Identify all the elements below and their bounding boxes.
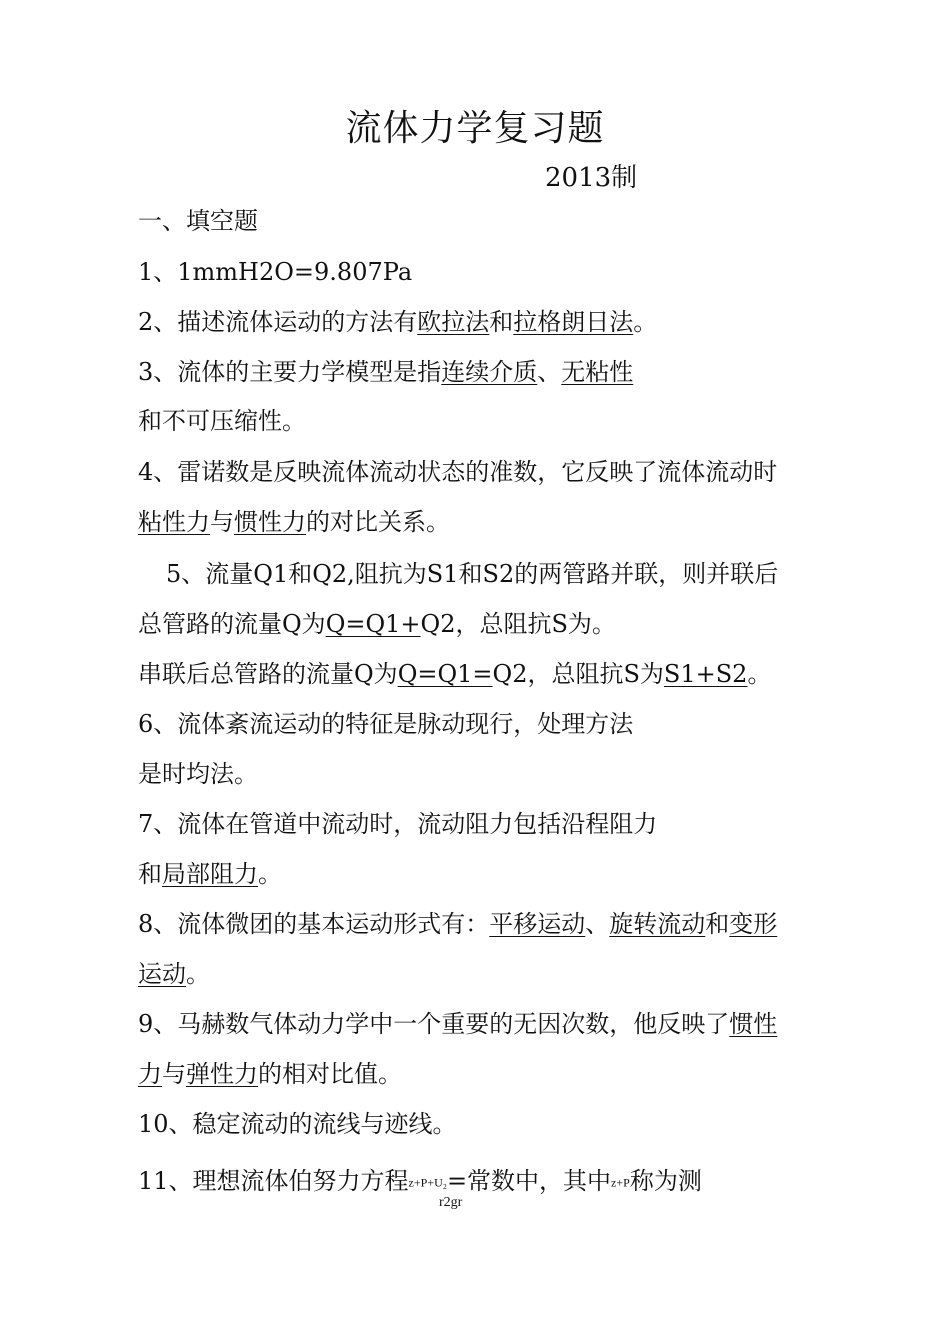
answer-blank: 拉格朗日法 <box>513 308 634 336</box>
question-text: 2、描述流体运动的方法有 <box>138 308 418 336</box>
answer-blank: 粘性力 <box>138 508 210 536</box>
formula-fragment: z+P <box>611 1175 630 1190</box>
question-8 <box>138 908 777 940</box>
question-text: 与 <box>210 508 234 536</box>
question-text: 称为测 <box>629 1167 702 1195</box>
answer-blank: 局部阻力 <box>162 860 258 888</box>
question-text: 。 <box>747 660 772 688</box>
answer-blank: 惯性力 <box>234 508 306 536</box>
question-7-continued <box>138 858 282 890</box>
question-text: 11、理想流体伯努力方程 <box>138 1167 409 1195</box>
document-title: 流体力学复习题 <box>345 108 605 149</box>
question-5-parallel <box>138 608 616 640</box>
question-1: 1、1mmH2O=9.807Pa <box>138 258 413 286</box>
question-6: 6、流体紊流运动的特征是脉动现行，处理方法 <box>138 710 634 738</box>
answer-blank: 惯性 <box>729 1010 778 1038</box>
question-9-continued <box>138 1058 402 1090</box>
question-text: 串联后总管路的流量Q为 <box>138 660 398 688</box>
question-text: 的相对比值。 <box>258 1060 402 1088</box>
question-text: 8、流体微团的基本运动形式有： <box>138 910 490 938</box>
answer-blank: S1+S2 <box>663 660 748 688</box>
question-text: =常数中，其中 <box>446 1167 612 1195</box>
answer-blank: 旋转流动 <box>609 910 706 938</box>
question-3 <box>138 356 633 388</box>
question-text: 和 <box>489 308 514 336</box>
question-text: Q2，总阻抗S为。 <box>420 610 616 638</box>
question-text: 9、马赫数气体动力学中一个重要的无因次数，他反映了 <box>138 1010 730 1038</box>
question-text: 。 <box>186 960 210 988</box>
question-5: 5、流量Q1和Q2,阻抗为S1和S2的两管路并联，则并联后 <box>166 560 779 588</box>
question-text: 和 <box>705 910 730 938</box>
answer-blank: Q=Q1= <box>397 660 493 688</box>
question-text: 、 <box>537 358 562 386</box>
answer-blank: Q=Q1+ <box>325 610 421 638</box>
answer-blank: 无粘性 <box>561 358 634 386</box>
question-text: 与 <box>162 1060 186 1088</box>
edition-label: 2013制 <box>545 163 638 193</box>
question-9 <box>138 1008 777 1040</box>
question-text: 。 <box>258 860 282 888</box>
question-text: 、 <box>585 910 610 938</box>
question-text: 。 <box>633 308 658 336</box>
question-4-continued <box>138 506 450 538</box>
question-6-continued: 是时均法。 <box>138 760 258 788</box>
question-text: 的对比关系。 <box>306 508 450 536</box>
answer-blank: 平移运动 <box>489 910 586 938</box>
question-text: 3、流体的主要力学模型是指 <box>138 358 442 386</box>
question-text: Q2，总阻抗S为 <box>492 660 664 688</box>
answer-blank: 运动 <box>138 960 186 988</box>
question-4: 4、雷诺数是反映流体流动状态的准数，它反映了流体流动时 <box>138 458 778 486</box>
answer-blank: 弹性力 <box>186 1060 258 1088</box>
formula-fragment: z+P+U₂ <box>408 1175 447 1190</box>
section-heading: 一、填空题 <box>138 207 258 235</box>
question-text: 和 <box>138 860 162 888</box>
answer-blank: 连续介质 <box>441 358 538 386</box>
question-10: 10、稳定流动的流线与迹线。 <box>138 1110 457 1138</box>
question-text: 总管路的流量Q为 <box>138 610 326 638</box>
question-7: 7、流体在管道中流动时，流动阻力包括沿程阻力 <box>138 810 658 838</box>
answer-blank: 变形 <box>729 910 778 938</box>
question-8-continued <box>138 958 210 990</box>
answer-blank: 力 <box>138 1060 162 1088</box>
answer-blank: 欧拉法 <box>417 308 490 336</box>
question-3-continued: 和不可压缩性。 <box>138 407 306 435</box>
question-2 <box>138 306 657 338</box>
question-5-series <box>138 658 771 690</box>
formula-denominator: r2gr <box>439 1195 463 1210</box>
question-11 <box>138 1165 702 1199</box>
